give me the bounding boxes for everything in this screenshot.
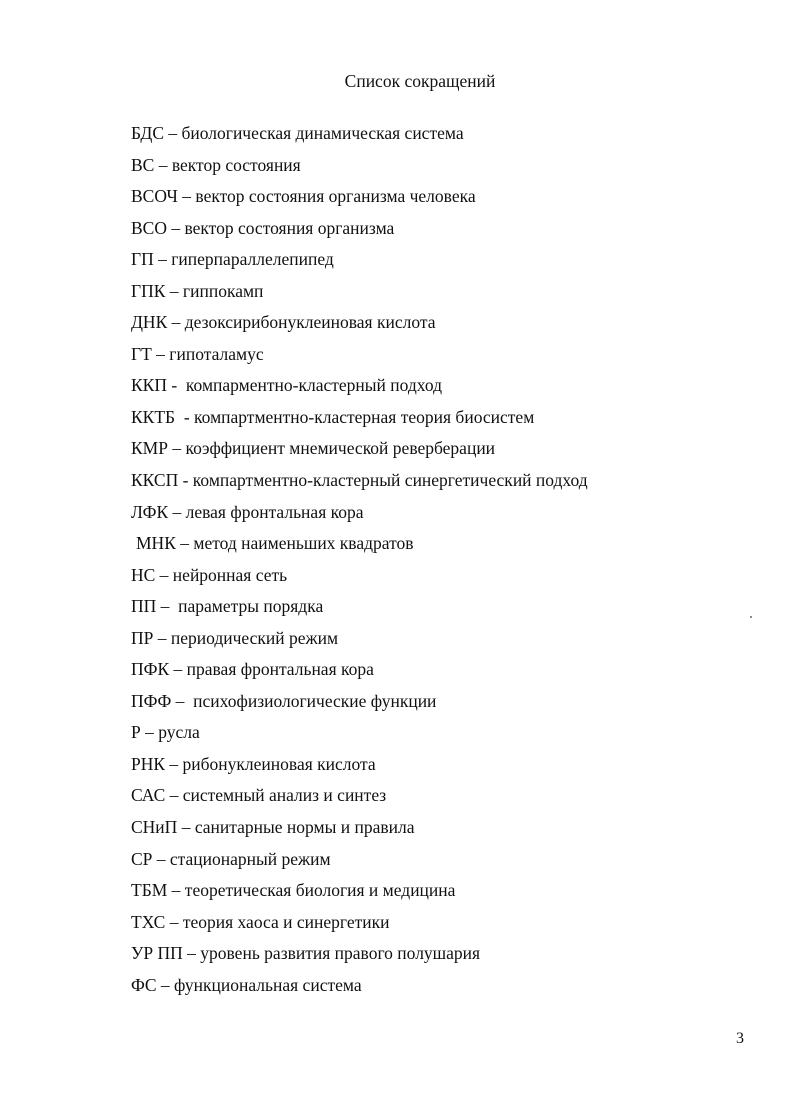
abbreviation-item: ККП - компарментно-кластерный подход xyxy=(131,375,443,396)
abbreviation-item: ТБМ – теоретическая биология и медицина xyxy=(131,880,456,901)
abbreviation-item: СНиП – санитарные нормы и правила xyxy=(131,817,415,838)
abbreviation-item: ПФФ – психофизиологические функции xyxy=(131,690,437,711)
abbreviation-item: ФС – функциональная система xyxy=(131,974,362,995)
abbreviation-item: РНК – рибонуклеиновая кислота xyxy=(131,753,376,774)
abbreviation-item: ККТБ - компартментно-кластерная теория биосистем xyxy=(131,406,535,427)
abbreviation-item: ТХС – теория хаоса и синергетики xyxy=(131,911,390,932)
abbreviation-item: ГТ – гипоталамус xyxy=(131,343,264,364)
page-number: 3 xyxy=(736,1030,744,1047)
abbreviation-item: ККСП - компартментно-кластерный синергетический подход xyxy=(131,470,588,491)
abbreviation-item: ПР – периодический режим xyxy=(131,627,339,648)
abbreviation-item: СР – стационарный режим xyxy=(131,848,331,869)
abbreviation-item: ЛФК – левая фронтальная кора xyxy=(131,501,364,522)
scan-speck xyxy=(750,616,752,618)
abbreviation-item: МНК – метод наименьших квадратов xyxy=(136,533,414,554)
abbreviation-item: ДНК – дезоксирибонуклеиновая кислота xyxy=(131,312,436,333)
abbreviation-item: ГП – гиперпараллелепипед xyxy=(131,249,334,270)
abbreviation-item: ПФК – правая фронтальная кора xyxy=(131,659,374,680)
abbreviation-item: Р – русла xyxy=(131,722,200,743)
abbreviation-list xyxy=(131,120,588,1003)
abbreviation-item: ГПК – гиппокамп xyxy=(131,280,264,301)
abbreviation-item: НС – нейронная сеть xyxy=(131,564,288,585)
abbreviation-item: БДС – биологическая динамическая система xyxy=(131,123,464,143)
page-title: Список сокращений xyxy=(344,71,496,91)
abbreviation-item: ПП – параметры порядка xyxy=(131,596,324,617)
abbreviation-item: ВСОЧ – вектор состояния организма человека xyxy=(131,186,476,207)
abbreviation-item: УР ПП – уровень развития правого полушария xyxy=(131,943,481,964)
abbreviation-item: ВС – вектор состояния xyxy=(131,154,301,175)
abbreviation-item: САС – системный анализ и синтез xyxy=(131,785,387,806)
abbreviation-item: ВСО – вектор состояния организма xyxy=(131,217,395,238)
abbreviation-item: КМР – коэффициент мнемической реверберации xyxy=(131,438,496,459)
